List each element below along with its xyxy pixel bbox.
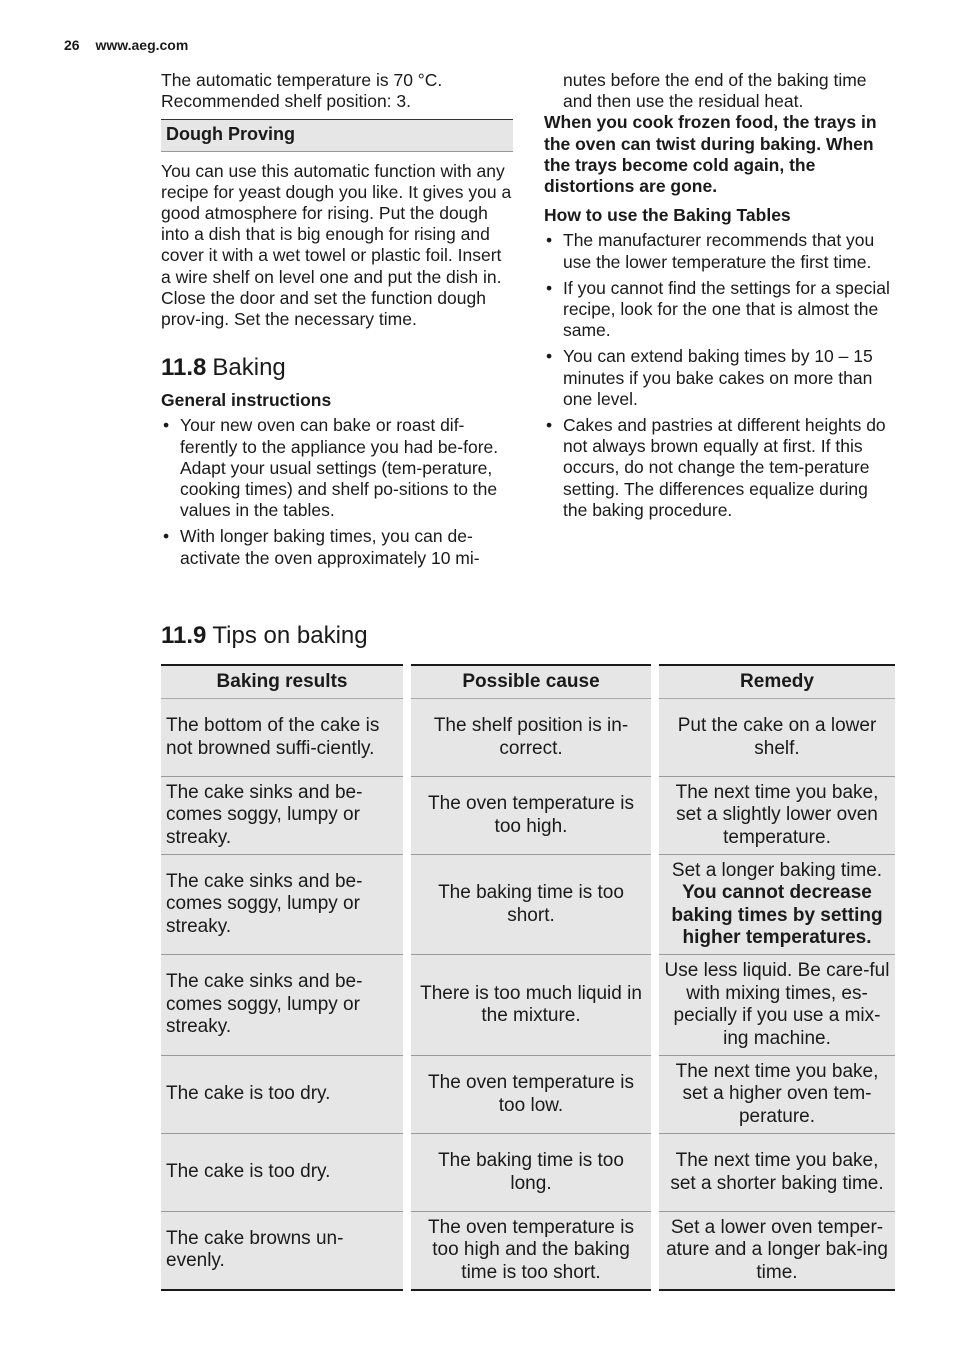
bullet-icon: • [163,415,170,436]
list-item-continued [544,70,896,112]
table-row [161,1212,895,1290]
baking-section-heading [161,354,513,382]
section-number: 11.9 [161,622,207,649]
table-row [161,1134,895,1212]
list-item [544,415,896,521]
list-item-text: You can extend baking times by 10 – 15 minutes if you bake cakes on more than one level. [563,346,873,409]
table-header-row [161,665,895,699]
cell-cause: There is too much liquid in the mixture. [407,955,655,1056]
table-row [161,855,895,955]
section-number: 11.8 [161,354,207,382]
cell-result: The cake is too dry. [161,1056,407,1134]
table-row [161,955,895,1056]
cell-result: The bottom of the cake is not browned suffi-ciently. [161,699,407,777]
cell-result: The cake sinks and be-comes soggy, lumpy or streaky. [161,955,407,1056]
dough-proving-heading: Dough Proving [161,119,513,151]
list-item-text: Your new oven can bake or roast dif-ferently to the appliance you had be-fore. Adapt your usual settings (tem-perature, cooking times) and shelf po-sitions to the values in the tables. [180,415,499,521]
tips-section-heading [161,621,368,651]
dough-proving-text: You can use this automatic function with any recipe for yeast dough you like. It gives you a good atmosphere for rising. Put the dough into a dish that is big enough for rising and cover it with a wet towel or plastic foil. Insert a wire shelf on level one and put the dish in. Close the door and set the function dough prov-ing. Set the necessary time. [161,160,512,330]
remedy-text: Put the cake on a lower shelf. [677,715,877,759]
remedy-text: The next time you bake, set a higher oven tem-perature. [675,1060,879,1127]
section-title: Baking [212,354,286,382]
cell-remedy [655,699,895,777]
cell-cause: The oven temperature is too high and the baking time is too short. [407,1212,655,1290]
bullet-icon: • [546,346,553,367]
cell-remedy [655,777,895,855]
list-item [161,415,513,521]
column-header-cause: Possible cause [407,665,655,699]
list-item [544,278,896,342]
general-instructions-heading: General instructions [161,390,332,411]
remedy-text: Use less liquid. Be care-ful with mixing times, es-pecially if you use a mix-ing machine. [664,960,890,1049]
cell-result: The cake is too dry. [161,1134,407,1212]
list-item [161,526,513,568]
list-item-text: Cakes and pastries at different heights do not always brown equally at first. If this occurs, do not change the tem-perature setting. The differences equalize during the baking procedure. [563,415,886,520]
list-item-text: The manufacturer recommends that you use the lower temperature the first time. [563,230,875,272]
bullet-icon: • [163,526,170,547]
column-header-remedy: Remedy [655,665,895,699]
remedy-text: Set a lower oven temper-ature and a longer bak-ing time. [666,1216,888,1283]
frozen-food-warning: When you cook frozen food, the trays in the oven can twist during baking. When the trays become cold again, the distortions are gone. [544,112,877,197]
cell-cause: The oven temperature is too low. [407,1056,655,1134]
table-row [161,699,895,777]
list-item [544,230,896,272]
cell-result: The cake sinks and be-comes soggy, lumpy or streaky. [161,777,407,855]
baking-tables-heading: How to use the Baking Tables [544,205,791,226]
column-header-results: Baking results [161,665,407,699]
bullet-icon: • [546,415,553,436]
remedy-text: Set a longer baking time. [671,859,883,881]
cell-remedy [655,1212,895,1290]
page-number: 26 [64,37,80,53]
cell-remedy [655,1056,895,1134]
cell-cause: The baking time is too long. [407,1134,655,1212]
auto-temperature-text: The automatic temperature is 70 °C. Recommended shelf position: 3. [161,70,443,112]
list-item-text: nutes before the end of the baking time and then use the residual heat. [563,70,867,112]
cell-cause: The baking time is too short. [407,855,655,955]
table-row [161,777,895,855]
right-column [544,70,896,526]
cell-cause: The shelf position is in-correct. [407,699,655,777]
baking-tables-list [544,230,896,521]
cell-remedy [655,955,895,1056]
list-item [544,346,896,410]
cell-result: The cake sinks and be-comes soggy, lumpy or streaky. [161,855,407,955]
general-instructions-list [161,415,513,568]
tips-table [161,664,895,1291]
cell-result: The cake browns un-evenly. [161,1212,407,1290]
cell-remedy [655,855,895,955]
remedy-text: The next time you bake, set a shorter baking time. [670,1150,884,1194]
list-item-text: If you cannot find the settings for a special recipe, look for the one that is almost the same. [563,277,890,341]
bullet-icon: • [546,277,553,298]
remedy-text: The next time you bake, set a slightly lower oven temperature. [675,781,879,848]
remedy-warning: You cannot decrease baking times by setting higher temperatures. [671,882,883,948]
cell-cause: The oven temperature is too high. [407,777,655,855]
continued-list [544,70,896,112]
list-item-text: With longer baking times, you can de-activate the oven approximately 10 mi- [180,526,480,568]
bullet-icon: • [546,230,553,251]
site-url: www.aeg.com [95,37,189,53]
left-column [161,70,513,574]
section-title: Tips on baking [212,622,368,649]
table-row [161,1056,895,1134]
page-header [64,37,188,53]
cell-remedy [655,1134,895,1212]
